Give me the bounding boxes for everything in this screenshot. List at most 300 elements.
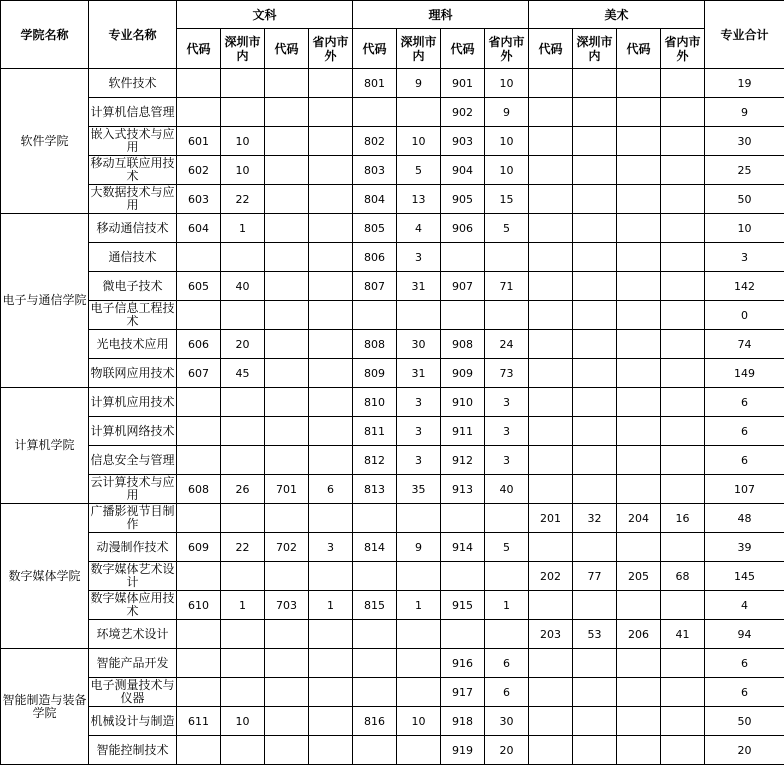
major-total: 6 — [705, 678, 784, 707]
data-cell — [573, 649, 617, 678]
data-cell — [529, 69, 573, 98]
data-cell — [177, 562, 221, 591]
data-cell — [265, 185, 309, 214]
sub-header-in-province-outside-city: 省内市外 — [661, 29, 705, 69]
data-cell: 610 — [177, 591, 221, 620]
data-cell: 10 — [485, 127, 529, 156]
data-cell — [309, 446, 353, 475]
sub-header-in-province-outside-city: 省内市外 — [309, 29, 353, 69]
data-cell: 6 — [485, 649, 529, 678]
data-cell: 10 — [485, 156, 529, 185]
data-cell: 31 — [397, 272, 441, 301]
data-cell — [573, 98, 617, 127]
data-cell — [617, 301, 661, 330]
data-cell — [221, 562, 265, 591]
data-cell: 914 — [441, 533, 485, 562]
data-cell — [265, 272, 309, 301]
data-cell — [309, 504, 353, 533]
major-name: 智能控制技术 — [89, 736, 177, 765]
data-cell — [309, 98, 353, 127]
data-cell: 911 — [441, 417, 485, 446]
table-row — [1, 504, 784, 533]
college-name: 软件学院 — [1, 69, 89, 214]
major-total: 149 — [705, 359, 784, 388]
data-cell — [485, 504, 529, 533]
data-cell — [177, 243, 221, 272]
data-cell: 1 — [485, 591, 529, 620]
data-cell — [661, 736, 705, 765]
data-cell — [309, 388, 353, 417]
data-cell — [353, 301, 397, 330]
table-row — [1, 185, 784, 214]
data-cell — [485, 243, 529, 272]
data-cell — [573, 272, 617, 301]
data-cell: 602 — [177, 156, 221, 185]
data-cell — [573, 678, 617, 707]
data-cell — [221, 649, 265, 678]
table-row — [1, 678, 784, 707]
data-cell — [485, 301, 529, 330]
data-cell — [177, 620, 221, 649]
data-cell: 810 — [353, 388, 397, 417]
major-name: 光电技术应用 — [89, 330, 177, 359]
data-cell — [661, 417, 705, 446]
data-cell — [573, 69, 617, 98]
data-cell — [177, 417, 221, 446]
data-cell — [529, 243, 573, 272]
table-row — [1, 591, 784, 620]
data-cell — [661, 301, 705, 330]
data-cell: 32 — [573, 504, 617, 533]
data-cell — [353, 562, 397, 591]
data-cell: 908 — [441, 330, 485, 359]
data-cell: 902 — [441, 98, 485, 127]
major-total: 6 — [705, 446, 784, 475]
data-cell — [309, 272, 353, 301]
major-total-header: 专业合计 — [705, 1, 784, 69]
college-name: 智能制造与装备学院 — [1, 649, 89, 765]
major-total: 3 — [705, 243, 784, 272]
college-name: 计算机学院 — [1, 388, 89, 504]
data-cell: 15 — [485, 185, 529, 214]
data-cell — [309, 301, 353, 330]
data-cell: 904 — [441, 156, 485, 185]
data-cell: 919 — [441, 736, 485, 765]
data-cell: 71 — [485, 272, 529, 301]
major-name: 广播影视节目制作 — [90, 504, 175, 531]
data-cell — [177, 98, 221, 127]
data-cell: 10 — [221, 156, 265, 185]
data-cell: 906 — [441, 214, 485, 243]
major-name: 物联网应用技术 — [89, 359, 177, 388]
data-cell — [617, 156, 661, 185]
table-row — [1, 243, 784, 272]
data-cell: 22 — [221, 533, 265, 562]
data-cell: 3 — [397, 417, 441, 446]
data-cell: 3 — [485, 446, 529, 475]
data-cell — [441, 562, 485, 591]
data-cell: 206 — [617, 620, 661, 649]
data-cell — [177, 736, 221, 765]
data-cell: 603 — [177, 185, 221, 214]
data-cell: 909 — [441, 359, 485, 388]
data-cell: 1 — [221, 591, 265, 620]
data-cell — [529, 417, 573, 446]
data-cell: 912 — [441, 446, 485, 475]
data-cell: 907 — [441, 272, 485, 301]
data-cell — [529, 446, 573, 475]
major-name: 环境艺术设计 — [89, 620, 177, 649]
data-cell: 605 — [177, 272, 221, 301]
data-cell — [617, 446, 661, 475]
fine-arts-header: 美术 — [529, 1, 705, 29]
data-cell — [221, 417, 265, 446]
data-cell: 811 — [353, 417, 397, 446]
data-cell: 22 — [221, 185, 265, 214]
data-cell: 10 — [221, 127, 265, 156]
data-cell — [309, 620, 353, 649]
data-cell — [661, 98, 705, 127]
major-total: 30 — [705, 127, 784, 156]
data-cell: 917 — [441, 678, 485, 707]
data-cell: 806 — [353, 243, 397, 272]
data-cell: 9 — [397, 533, 441, 562]
data-cell: 3 — [485, 388, 529, 417]
data-cell — [221, 301, 265, 330]
sub-header-code: 代码 — [617, 29, 661, 69]
data-cell: 4 — [397, 214, 441, 243]
data-cell — [617, 649, 661, 678]
major-name: 云计算技术与应用 — [90, 475, 175, 502]
data-cell: 68 — [661, 562, 705, 591]
data-cell — [177, 678, 221, 707]
table-row — [1, 156, 784, 185]
data-cell — [617, 185, 661, 214]
data-cell — [309, 127, 353, 156]
major-name: 计算机应用技术 — [89, 388, 177, 417]
data-cell — [309, 156, 353, 185]
data-cell: 10 — [397, 127, 441, 156]
data-cell: 5 — [397, 156, 441, 185]
data-cell — [617, 243, 661, 272]
data-cell — [573, 736, 617, 765]
data-cell — [573, 301, 617, 330]
data-cell — [309, 736, 353, 765]
data-cell — [265, 156, 309, 185]
data-cell — [573, 214, 617, 243]
data-cell — [573, 591, 617, 620]
data-cell: 801 — [353, 69, 397, 98]
data-cell — [529, 330, 573, 359]
data-cell — [573, 417, 617, 446]
data-cell — [177, 301, 221, 330]
table-row — [1, 388, 784, 417]
table-body — [1, 69, 784, 765]
data-cell — [441, 504, 485, 533]
major-name: 移动互联应用技术 — [90, 156, 175, 183]
major-total: 6 — [705, 417, 784, 446]
major-total: 20 — [705, 736, 784, 765]
data-cell — [617, 388, 661, 417]
data-cell: 910 — [441, 388, 485, 417]
table-row — [1, 562, 784, 591]
data-cell: 9 — [485, 98, 529, 127]
data-cell — [529, 359, 573, 388]
data-cell — [573, 475, 617, 504]
data-cell — [661, 156, 705, 185]
data-cell — [529, 707, 573, 736]
data-cell — [661, 330, 705, 359]
data-cell: 31 — [397, 359, 441, 388]
data-cell: 604 — [177, 214, 221, 243]
data-cell: 3 — [397, 388, 441, 417]
data-cell — [529, 185, 573, 214]
data-cell: 5 — [485, 533, 529, 562]
data-cell: 805 — [353, 214, 397, 243]
data-cell: 609 — [177, 533, 221, 562]
data-cell — [661, 707, 705, 736]
data-cell: 807 — [353, 272, 397, 301]
major-total: 19 — [705, 69, 784, 98]
data-cell: 803 — [353, 156, 397, 185]
data-cell — [397, 736, 441, 765]
data-cell — [529, 156, 573, 185]
data-cell — [529, 388, 573, 417]
data-cell: 813 — [353, 475, 397, 504]
data-cell — [221, 736, 265, 765]
data-cell: 702 — [265, 533, 309, 562]
data-cell — [221, 446, 265, 475]
data-cell — [309, 330, 353, 359]
data-cell: 205 — [617, 562, 661, 591]
data-cell — [221, 388, 265, 417]
data-cell — [573, 533, 617, 562]
data-cell — [529, 98, 573, 127]
data-cell — [265, 736, 309, 765]
sub-header-code: 代码 — [353, 29, 397, 69]
data-cell: 77 — [573, 562, 617, 591]
data-cell — [661, 272, 705, 301]
data-cell — [441, 243, 485, 272]
data-cell: 611 — [177, 707, 221, 736]
major-name: 软件技术 — [89, 69, 177, 98]
data-cell — [529, 591, 573, 620]
data-cell — [617, 475, 661, 504]
data-cell — [661, 214, 705, 243]
data-cell — [309, 562, 353, 591]
data-cell — [309, 707, 353, 736]
data-cell — [573, 185, 617, 214]
data-cell: 913 — [441, 475, 485, 504]
data-cell — [617, 330, 661, 359]
table-row — [1, 533, 784, 562]
data-cell — [397, 504, 441, 533]
data-cell — [397, 649, 441, 678]
major-name: 电子测量技术与仪器 — [90, 678, 175, 705]
data-cell — [529, 678, 573, 707]
data-cell: 35 — [397, 475, 441, 504]
data-cell: 3 — [309, 533, 353, 562]
data-cell: 6 — [485, 678, 529, 707]
data-cell — [265, 69, 309, 98]
data-cell: 1 — [309, 591, 353, 620]
sub-header-code: 代码 — [265, 29, 309, 69]
data-cell: 24 — [485, 330, 529, 359]
data-cell — [353, 736, 397, 765]
data-cell — [221, 69, 265, 98]
data-cell — [661, 649, 705, 678]
major-name: 微电子技术 — [89, 272, 177, 301]
data-cell: 804 — [353, 185, 397, 214]
data-cell — [397, 678, 441, 707]
data-cell — [353, 504, 397, 533]
data-cell — [353, 620, 397, 649]
sub-header-shenzhen-local: 深圳市内 — [573, 29, 617, 69]
data-cell: 901 — [441, 69, 485, 98]
data-cell — [221, 678, 265, 707]
major-name: 数字媒体艺术设计 — [90, 562, 175, 589]
major-total: 6 — [705, 649, 784, 678]
major-total: 39 — [705, 533, 784, 562]
data-cell — [573, 359, 617, 388]
data-cell — [617, 69, 661, 98]
data-cell — [661, 243, 705, 272]
data-cell — [573, 388, 617, 417]
data-cell — [573, 243, 617, 272]
data-cell — [529, 272, 573, 301]
table-row — [1, 475, 784, 504]
table-row — [1, 359, 784, 388]
major-total: 10 — [705, 214, 784, 243]
data-cell — [529, 533, 573, 562]
data-cell: 809 — [353, 359, 397, 388]
data-cell — [221, 620, 265, 649]
data-cell — [617, 533, 661, 562]
major-name: 数字媒体应用技术 — [90, 591, 175, 618]
college-name: 电子与通信学院 — [1, 214, 89, 388]
liberal-arts-header: 文科 — [177, 1, 353, 29]
data-cell — [265, 504, 309, 533]
data-cell: 816 — [353, 707, 397, 736]
data-cell: 1 — [221, 214, 265, 243]
table-row — [1, 69, 784, 98]
major-total: 25 — [705, 156, 784, 185]
data-cell: 13 — [397, 185, 441, 214]
data-cell: 30 — [485, 707, 529, 736]
data-cell: 20 — [221, 330, 265, 359]
data-cell — [441, 620, 485, 649]
data-cell — [265, 562, 309, 591]
data-cell — [617, 417, 661, 446]
sub-header-code: 代码 — [177, 29, 221, 69]
data-cell — [265, 446, 309, 475]
data-cell — [485, 620, 529, 649]
data-cell — [265, 243, 309, 272]
data-cell — [177, 388, 221, 417]
data-cell: 3 — [397, 243, 441, 272]
data-cell: 40 — [485, 475, 529, 504]
data-cell — [661, 678, 705, 707]
college-name-header: 学院名称 — [1, 1, 89, 69]
data-cell — [309, 417, 353, 446]
major-name: 大数据技术与应用 — [90, 185, 175, 212]
major-name: 计算机网络技术 — [89, 417, 177, 446]
major-total: 4 — [705, 591, 784, 620]
table-row — [1, 649, 784, 678]
data-cell: 10 — [397, 707, 441, 736]
college-name: 数字媒体学院 — [1, 504, 89, 649]
data-cell: 814 — [353, 533, 397, 562]
data-cell: 45 — [221, 359, 265, 388]
data-cell: 41 — [661, 620, 705, 649]
data-cell: 703 — [265, 591, 309, 620]
data-cell — [265, 707, 309, 736]
data-cell: 802 — [353, 127, 397, 156]
major-name: 移动通信技术 — [89, 214, 177, 243]
data-cell — [661, 591, 705, 620]
data-cell — [573, 156, 617, 185]
data-cell — [529, 214, 573, 243]
data-cell — [265, 98, 309, 127]
data-cell: 20 — [485, 736, 529, 765]
data-cell — [573, 707, 617, 736]
data-cell — [221, 243, 265, 272]
data-cell — [397, 620, 441, 649]
major-name: 嵌入式技术与应用 — [90, 127, 175, 154]
data-cell — [573, 127, 617, 156]
data-cell: 6 — [309, 475, 353, 504]
table-row — [1, 301, 784, 330]
data-cell — [529, 649, 573, 678]
table-row — [1, 330, 784, 359]
data-cell — [265, 620, 309, 649]
data-cell — [617, 678, 661, 707]
sub-header-code: 代码 — [441, 29, 485, 69]
data-cell — [441, 301, 485, 330]
data-cell: 16 — [661, 504, 705, 533]
data-cell — [265, 388, 309, 417]
data-cell — [265, 359, 309, 388]
major-name: 信息安全与管理 — [89, 446, 177, 475]
data-cell — [309, 649, 353, 678]
data-cell: 916 — [441, 649, 485, 678]
data-cell — [529, 736, 573, 765]
data-cell — [529, 301, 573, 330]
data-cell: 601 — [177, 127, 221, 156]
data-cell — [221, 504, 265, 533]
data-cell — [265, 301, 309, 330]
data-cell — [265, 214, 309, 243]
data-cell — [661, 127, 705, 156]
data-cell — [177, 504, 221, 533]
data-cell — [177, 69, 221, 98]
data-cell: 608 — [177, 475, 221, 504]
major-total: 94 — [705, 620, 784, 649]
data-cell: 812 — [353, 446, 397, 475]
data-cell — [529, 127, 573, 156]
data-cell — [529, 475, 573, 504]
data-cell — [177, 446, 221, 475]
data-cell — [661, 359, 705, 388]
data-cell: 73 — [485, 359, 529, 388]
data-cell — [309, 214, 353, 243]
major-name-header: 专业名称 — [89, 1, 177, 69]
data-cell — [309, 185, 353, 214]
data-cell: 10 — [221, 707, 265, 736]
table-row — [1, 707, 784, 736]
major-name: 电子信息工程技术 — [90, 301, 175, 328]
table-row — [1, 98, 784, 127]
